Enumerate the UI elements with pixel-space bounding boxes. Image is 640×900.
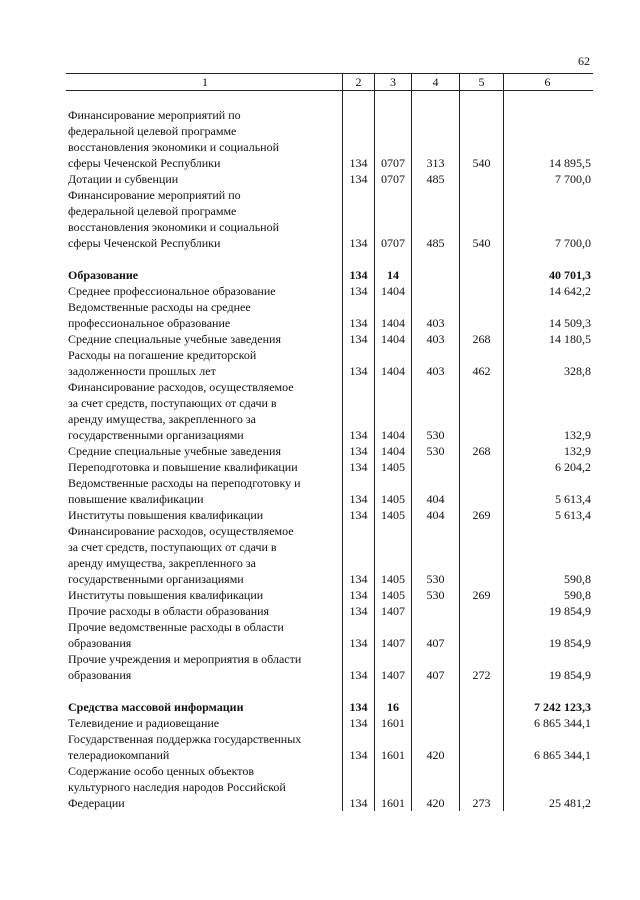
cell-6: 590,8: [503, 523, 593, 587]
header-col-3: 3: [374, 74, 411, 90]
row-label: [66, 91, 342, 107]
table-row: [66, 731, 593, 763]
cell-4: [411, 603, 459, 619]
cell-6: 14 509,3: [503, 299, 593, 331]
row-label: Переподготовка и повышение квалификации: [68, 460, 298, 474]
table-row: [66, 507, 593, 523]
table-row: [66, 283, 593, 299]
page-number: 62: [578, 54, 590, 68]
header-col-6: 6: [503, 74, 593, 90]
cell-4: 485: [411, 171, 459, 187]
table-row: [66, 523, 593, 587]
table-row: [66, 699, 593, 715]
cell-2: 134: [342, 699, 374, 715]
row-label: Финансирование расходов, осуществляемое за счет средств, поступающих от сдачи в аренду имущества, закрепленного за государственными организациями: [68, 524, 294, 586]
cell-5: 269: [459, 587, 503, 603]
cell-4: 313: [411, 107, 459, 171]
cell-4: 404: [411, 507, 459, 523]
cell-5: [459, 91, 503, 107]
cell-6: 19 854,9: [503, 619, 593, 651]
cell-6: 14 642,2: [503, 283, 593, 299]
cell-5: 462: [459, 347, 503, 379]
cell-3: 1404: [374, 283, 411, 299]
cell-6: 25 481,2: [503, 763, 593, 811]
cell-6: 132,9: [503, 379, 593, 443]
cell-4: [411, 267, 459, 283]
cell-4: 403: [411, 299, 459, 331]
cell-5: [459, 619, 503, 651]
cell-3: 0707: [374, 171, 411, 187]
cell-6: 132,9: [503, 443, 593, 459]
row-label: Средства массовой информации: [68, 700, 244, 714]
row-label: [66, 251, 342, 267]
cell-4: 407: [411, 651, 459, 683]
cell-4: [411, 715, 459, 731]
cell-3: 0707: [374, 107, 411, 171]
cell-2: 134: [342, 475, 374, 507]
row-label: Государственная поддержка государственных телерадиокомпаний: [68, 732, 302, 762]
cell-3: 16: [374, 699, 411, 715]
cell-5: [459, 379, 503, 443]
cell-4: 530: [411, 523, 459, 587]
cell-5: 540: [459, 107, 503, 171]
cell-2: 134: [342, 603, 374, 619]
cell-5: [459, 715, 503, 731]
cell-2: 134: [342, 347, 374, 379]
header-col-2: 2: [342, 74, 374, 90]
cell-3: 1407: [374, 603, 411, 619]
table-row: [66, 299, 593, 331]
cell-3: 1405: [374, 507, 411, 523]
table-row: [66, 459, 593, 475]
cell-6: [503, 251, 593, 267]
spacer-row: [66, 683, 593, 699]
cell-4: 530: [411, 379, 459, 443]
cell-2: 134: [342, 715, 374, 731]
cell-4: 420: [411, 763, 459, 811]
cell-3: 1404: [374, 331, 411, 347]
table-row: [66, 107, 593, 171]
cell-3: 1405: [374, 587, 411, 603]
table-row: [66, 187, 593, 251]
cell-5: [459, 283, 503, 299]
cell-6: 7 700,0: [503, 171, 593, 187]
cell-6: [503, 683, 593, 699]
cell-5: [459, 267, 503, 283]
cell-2: 134: [342, 331, 374, 347]
cell-3: [374, 683, 411, 699]
table-row: [66, 763, 593, 811]
cell-3: 1601: [374, 731, 411, 763]
cell-4: 404: [411, 475, 459, 507]
spacer-row: [66, 251, 593, 267]
cell-2: 134: [342, 587, 374, 603]
cell-3: 1601: [374, 715, 411, 731]
cell-6: 590,8: [503, 587, 593, 603]
row-label: Финансирование мероприятий по федеральной целевой программе восстановления экономики и социальной сферы Чеченской Республики: [68, 188, 280, 250]
cell-5: [459, 731, 503, 763]
cell-6: 7 242 123,3: [503, 699, 593, 715]
cell-5: [459, 171, 503, 187]
cell-2: [342, 91, 374, 107]
row-label: Средние специальные учебные заведения: [68, 332, 281, 346]
cell-6: 5 613,4: [503, 475, 593, 507]
cell-2: 134: [342, 171, 374, 187]
table-row: [66, 603, 593, 619]
table-row: [66, 331, 593, 347]
cell-4: [411, 251, 459, 267]
cell-4: 530: [411, 443, 459, 459]
cell-4: [411, 699, 459, 715]
row-label: Содержание особо ценных объектов культурного наследия народов Российской Федерации: [68, 764, 286, 810]
table-row: [66, 347, 593, 379]
table-header: [66, 73, 593, 91]
cell-2: [342, 683, 374, 699]
budget-table: [66, 73, 593, 811]
table-row: [66, 267, 593, 283]
table-body: [66, 91, 593, 811]
cell-6: 19 854,9: [503, 603, 593, 619]
cell-5: [459, 475, 503, 507]
cell-2: 134: [342, 267, 374, 283]
row-label: Прочие расходы в области образования: [68, 604, 270, 618]
cell-4: [411, 283, 459, 299]
row-label: Среднее профессиональное образование: [68, 284, 276, 298]
cell-6: 5 613,4: [503, 507, 593, 523]
cell-5: [459, 459, 503, 475]
cell-3: 1601: [374, 763, 411, 811]
cell-5: [459, 251, 503, 267]
table-row: [66, 171, 593, 187]
cell-5: 273: [459, 763, 503, 811]
cell-2: 134: [342, 107, 374, 171]
cell-2: 134: [342, 731, 374, 763]
cell-5: 272: [459, 651, 503, 683]
header-col-5: 5: [459, 74, 503, 90]
cell-6: 6 865 344,1: [503, 715, 593, 731]
cell-6: 19 854,9: [503, 651, 593, 683]
cell-2: 134: [342, 443, 374, 459]
cell-3: [374, 251, 411, 267]
header-col-4: 4: [411, 74, 459, 90]
cell-3: 1405: [374, 459, 411, 475]
cell-6: 328,8: [503, 347, 593, 379]
row-label: [66, 683, 342, 699]
cell-6: 14 180,5: [503, 331, 593, 347]
cell-2: 134: [342, 507, 374, 523]
cell-2: 134: [342, 283, 374, 299]
cell-2: 134: [342, 523, 374, 587]
cell-6: [503, 91, 593, 107]
cell-2: 134: [342, 651, 374, 683]
table-row: [66, 715, 593, 731]
table-row: [66, 475, 593, 507]
cell-2: 134: [342, 763, 374, 811]
row-label: Дотации и субвенции: [68, 172, 179, 186]
cell-3: 1404: [374, 299, 411, 331]
cell-3: 1404: [374, 347, 411, 379]
row-label: Средние специальные учебные заведения: [68, 444, 281, 458]
cell-3: [374, 91, 411, 107]
cell-2: [342, 251, 374, 267]
table-row: [66, 443, 593, 459]
cell-2: 134: [342, 459, 374, 475]
row-label: Финансирование мероприятий по федеральной целевой программе восстановления экономики и социальной сферы Чеченской Республики: [68, 108, 280, 170]
cell-5: [459, 699, 503, 715]
cell-4: [411, 683, 459, 699]
cell-4: [411, 459, 459, 475]
cell-6: 6 204,2: [503, 459, 593, 475]
cell-2: 134: [342, 619, 374, 651]
cell-6: 7 700,0: [503, 187, 593, 251]
row-label: Ведомственные расходы на переподготовку и повышение квалификации: [68, 476, 301, 506]
cell-3: 1405: [374, 475, 411, 507]
cell-5: [459, 299, 503, 331]
cell-5: [459, 683, 503, 699]
row-label: Финансирование расходов, осуществляемое за счет средств, поступающих от сдачи в аренду имущества, закрепленного за государственными организациями: [68, 380, 294, 442]
cell-6: 6 865 344,1: [503, 731, 593, 763]
cell-3: 1407: [374, 619, 411, 651]
cell-2: 134: [342, 379, 374, 443]
row-label: Телевидение и радиовещание: [68, 716, 220, 730]
cell-5: [459, 523, 503, 587]
cell-4: 407: [411, 619, 459, 651]
cell-4: 485: [411, 187, 459, 251]
table-row: [66, 651, 593, 683]
cell-5: [459, 603, 503, 619]
row-label: Ведомственные расходы на среднее профессиональное образование: [68, 300, 251, 330]
cell-3: 1407: [374, 651, 411, 683]
row-label: Институты повышения квалификации: [68, 588, 264, 602]
row-label: Прочие ведомственные расходы в области образования: [68, 620, 284, 650]
cell-3: 1404: [374, 379, 411, 443]
table-row: [66, 587, 593, 603]
row-label: Прочие учреждения и мероприятия в области образования: [68, 652, 302, 682]
cell-6: 14 895,5: [503, 107, 593, 171]
row-label: Расходы на погашение кредиторской задолженности прошлых лет: [68, 348, 257, 378]
cell-5: 268: [459, 443, 503, 459]
cell-5: 268: [459, 331, 503, 347]
row-label: Образование: [68, 268, 139, 282]
cell-4: 403: [411, 347, 459, 379]
cell-6: 40 701,3: [503, 267, 593, 283]
table-row: [66, 619, 593, 651]
cell-5: 540: [459, 187, 503, 251]
cell-3: 1404: [374, 443, 411, 459]
cell-4: 403: [411, 331, 459, 347]
cell-3: 1405: [374, 523, 411, 587]
cell-3: 14: [374, 267, 411, 283]
cell-2: 134: [342, 187, 374, 251]
cell-5: 269: [459, 507, 503, 523]
spacer-row: [66, 91, 593, 107]
row-label: Институты повышения квалификации: [68, 508, 264, 522]
header-col-1: 1: [202, 75, 208, 89]
cell-2: 134: [342, 299, 374, 331]
table-row: [66, 379, 593, 443]
cell-4: 530: [411, 587, 459, 603]
cell-3: 0707: [374, 187, 411, 251]
cell-4: [411, 91, 459, 107]
cell-4: 420: [411, 731, 459, 763]
